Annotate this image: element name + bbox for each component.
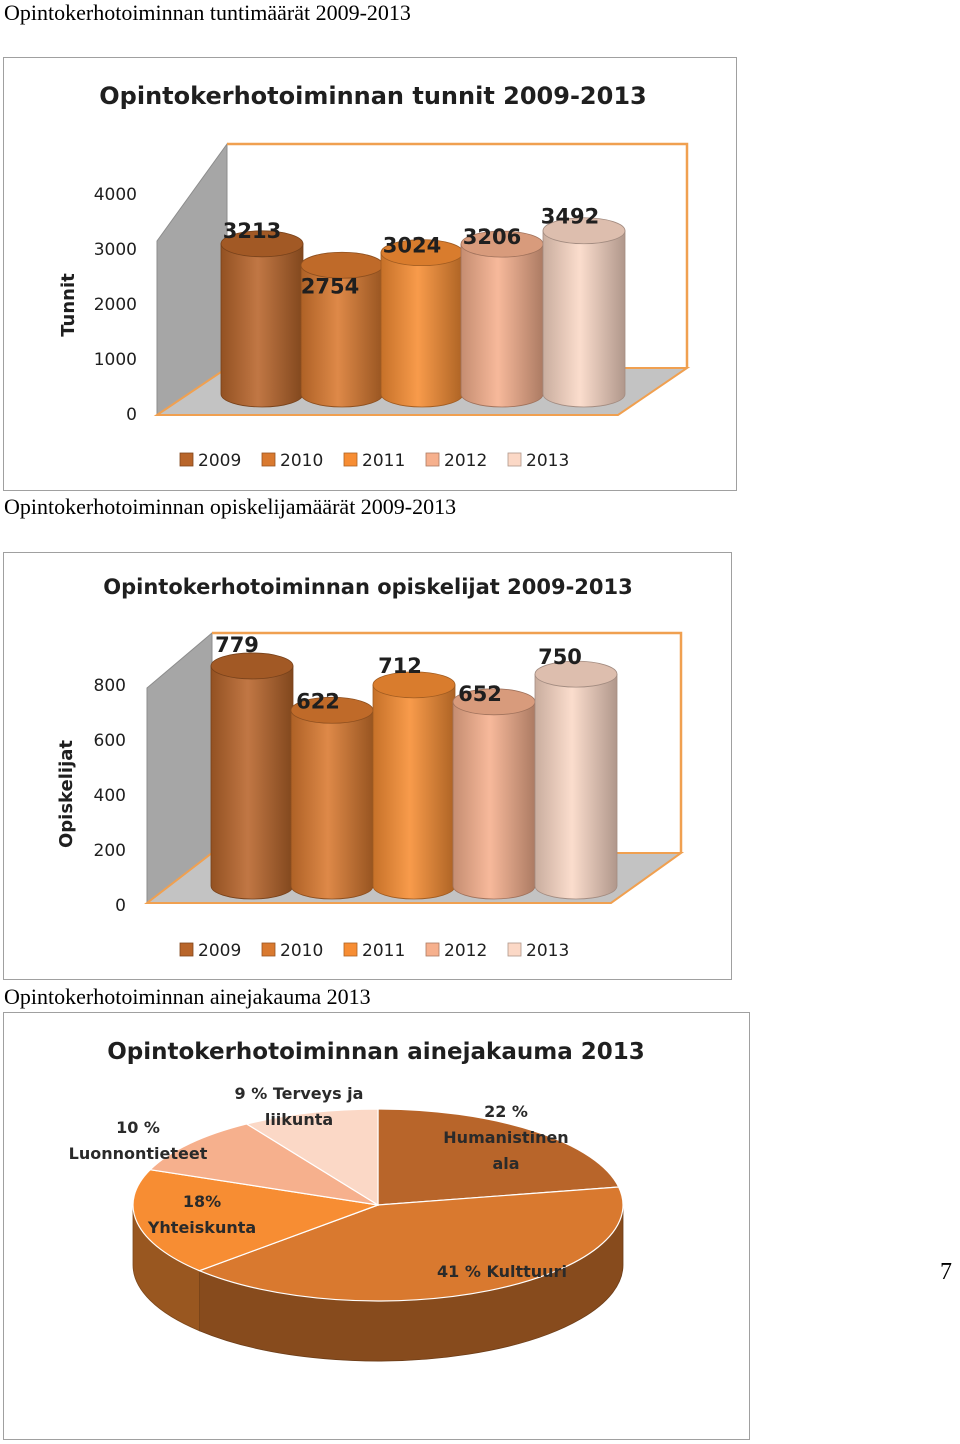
chart-title: Opintokerhotoiminnan opiskelijat 2009-2013 [103, 575, 633, 599]
pie-label-humanistinen-ala: 22 % Humanistinen ala [443, 1102, 569, 1173]
data-label-2009: 3213 [222, 218, 282, 243]
legend-swatch-2010 [262, 943, 275, 956]
legend-label-2010: 2010 [280, 941, 324, 961]
data-label-2013: 750 [538, 645, 582, 670]
data-label-2010: 2754 [300, 274, 360, 299]
bar-2012 [461, 231, 543, 407]
bar-2012 [453, 689, 535, 899]
legend-label-2010: 2010 [280, 451, 324, 471]
heading-subjects: Opintokerhotoiminnan ainejakauma 2013 [4, 984, 371, 1009]
y-tick-label: 600 [93, 731, 126, 751]
heading-students: Opintokerhotoiminnan opiskelijamäärät 2009-2013 [4, 494, 457, 519]
pie-label-terveys-ja-liikunta: 9 % Terveys ja liikunta [234, 1084, 364, 1129]
y-tick-label: 200 [93, 841, 126, 861]
legend-swatch-2011 [344, 453, 357, 466]
chart-title: Opintokerhotoiminnan ainejakauma 2013 [107, 1039, 645, 1065]
y-tick-label: 4000 [93, 185, 137, 205]
data-label-2012: 652 [458, 681, 502, 706]
legend-label-2013: 2013 [526, 451, 570, 471]
bar-2009 [211, 653, 293, 899]
data-label-2009: 779 [215, 632, 259, 657]
y-tick-label: 1000 [93, 350, 137, 370]
heading-hours: Opintokerhotoiminnan tuntimäärät 2009-2013 [4, 0, 411, 25]
data-label-2011: 712 [378, 653, 422, 678]
y-tick-label: 3000 [93, 240, 137, 260]
bar-2013 [535, 661, 617, 899]
bar-2013 [543, 218, 625, 407]
pie-label-yhteiskunta: 18% Yhteiskunta [147, 1192, 257, 1237]
students-chart [4, 553, 730, 978]
y-tick-label: 400 [93, 786, 126, 806]
hours-chart-frame [3, 57, 737, 491]
data-label-2012: 3206 [462, 225, 522, 250]
data-label-2011: 3024 [382, 233, 442, 258]
y-tick-label: 0 [115, 896, 126, 916]
y-tick-label: 2000 [93, 295, 137, 315]
legend-swatch-2013 [508, 453, 521, 466]
pie-label-kulttuuri: 41 % Kulttuuri [437, 1262, 567, 1281]
legend-swatch-2013 [508, 943, 521, 956]
legend-label-2011: 2011 [362, 941, 406, 961]
legend-label-2012: 2012 [444, 451, 488, 471]
chart-title: Opintokerhotoiminnan tunnit 2009-2013 [99, 82, 647, 110]
legend-label-2012: 2012 [444, 941, 488, 961]
data-label-2013: 3492 [540, 204, 600, 229]
legend-swatch-2009 [180, 453, 193, 466]
legend-swatch-2012 [426, 453, 439, 466]
subjects-chart [4, 1013, 748, 1438]
legend-swatch-2012 [426, 943, 439, 956]
y-tick-label: 800 [93, 676, 126, 696]
students-chart-frame [3, 552, 732, 980]
legend-swatch-2010 [262, 453, 275, 466]
legend-swatch-2011 [344, 943, 357, 956]
subjects-chart-frame [3, 1012, 750, 1440]
hours-chart [4, 58, 735, 489]
page-number: 7 [940, 1259, 952, 1285]
bar-2009 [221, 231, 303, 407]
y-axis-label: Tunnit [58, 273, 79, 337]
legend-swatch-2009 [180, 943, 193, 956]
bar-2011 [381, 240, 463, 407]
y-tick-label: 0 [126, 405, 137, 425]
legend-label-2009: 2009 [198, 451, 242, 471]
pie-label-luonnontieteet: 10 % Luonnontieteet [68, 1118, 208, 1163]
legend-label-2013: 2013 [526, 941, 570, 961]
y-axis-label: Opiskelijat [56, 739, 77, 849]
legend-label-2011: 2011 [362, 451, 406, 471]
legend-label-2009: 2009 [198, 941, 242, 961]
bar-2011 [373, 672, 455, 899]
bar-2010 [291, 697, 373, 899]
data-label-2010: 622 [296, 689, 340, 714]
